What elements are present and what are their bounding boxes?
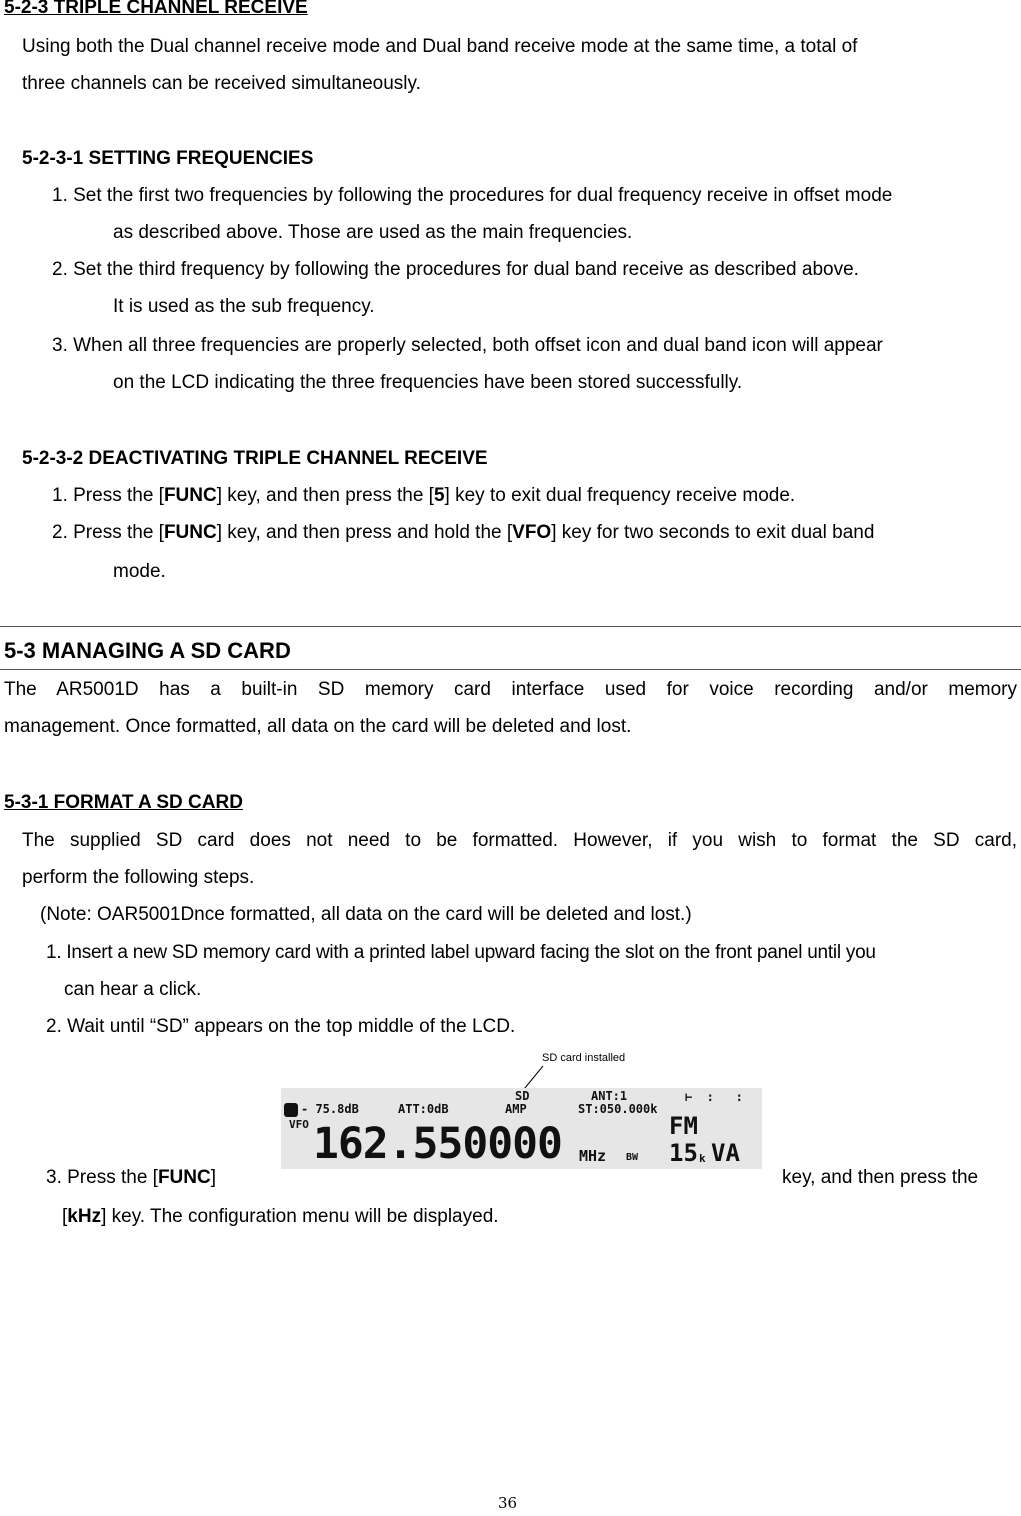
list-item: 2. Press the [FUNC] key, and then press and hold the [VFO] key for two seconds to exit dual band [52, 522, 875, 543]
list-item-continuation: can hear a click. [64, 979, 202, 1000]
lcd-bw-unit: k [699, 1152, 706, 1165]
lcd-amp: AMP [505, 1102, 527, 1116]
paragraph-line: perform the following steps. [22, 867, 255, 888]
list-item: 2. Wait until “SD” appears on the top middle of the LCD. [46, 1016, 516, 1037]
list-item: 3. Press the [FUNC] [46, 1167, 217, 1188]
list-item-fragment: key, and then press the [782, 1167, 979, 1188]
key-func: FUNC [163, 485, 217, 506]
lcd-segment-marks-icon: ⊢ : : [685, 1090, 743, 1104]
list-item: 1. Set the first two frequencies by following the procedures for dual frequency receive in offset mode [52, 185, 893, 206]
lcd-mode: FM [669, 1112, 698, 1140]
paragraph-line: The supplied SD card does not need to be formatted. However, if you wish to format the SD card, [22, 830, 1017, 851]
section-heading-5-3: 5-3 MANAGING A SD CARD [4, 638, 291, 663]
lcd-vfo: VFO [289, 1118, 309, 1131]
list-item: 2. Set the third frequency by following the procedures for dual band receive as described above. [52, 259, 859, 280]
paragraph-line: management. Once formatted, all data on the card will be deleted and lost. [4, 716, 632, 737]
list-item-continuation: It is used as the sub frequency. [113, 296, 375, 317]
key-khz: kHz [67, 1206, 102, 1227]
signal-meter-icon [284, 1103, 298, 1117]
section-heading-5-2-3-1: 5-2-3-1 SETTING FREQUENCIES [22, 148, 314, 169]
paragraph-line: The AR5001D has a built-in SD memory card interface used for voice recording and/or memory [4, 679, 1017, 700]
section-heading-5-2-3: 5-2-3 TRIPLE CHANNEL RECEIVE [4, 0, 308, 18]
list-item-continuation: [kHz] key. The configuration menu will be displayed. [62, 1206, 499, 1227]
list-item: 3. When all three frequencies are properly selected, both offset icon and dual band icon will appear [52, 335, 883, 356]
paragraph-line: three channels can be received simultaneously. [22, 73, 421, 94]
key-5: 5 [433, 485, 445, 506]
list-item-continuation: mode. [113, 561, 166, 582]
section-heading-5-2-3-2: 5-2-3-2 DEACTIVATING TRIPLE CHANNEL RECEIVE [22, 448, 488, 469]
lcd-step: ST:050.000k [578, 1102, 658, 1116]
key-func: FUNC [163, 522, 217, 543]
lcd-att: ATT:0dB [398, 1102, 449, 1116]
lcd-frequency: 162.550000 [313, 1119, 562, 1169]
lcd-display-image [281, 1088, 762, 1169]
lcd-callout-label: SD card installed [542, 1052, 626, 1064]
list-item: 1. Press the [FUNC] key, and then press the [5] key to exit dual frequency receive mode. [52, 485, 796, 506]
note-text: (Note: OAR5001Dnce formatted, all data on the card will be deleted and lost.) [40, 904, 692, 925]
section-heading-5-3-1: 5-3-1 FORMAT A SD CARD [4, 792, 243, 813]
lcd-squelch: VA [711, 1139, 740, 1167]
list-item-continuation: on the LCD indicating the three frequencies have been stored successfully. [113, 372, 743, 393]
key-func: FUNC [157, 1167, 211, 1188]
key-vfo: VFO [512, 522, 552, 543]
lcd-ant: ANT:1 [591, 1089, 628, 1103]
paragraph-line: Using both the Dual channel receive mode and Dual band receive mode at the same time, a total of [22, 36, 858, 57]
list-item-continuation: as described above. Those are used as the main frequencies. [113, 222, 633, 243]
page-number: 36 [498, 1494, 518, 1512]
lcd-signal: - 75.8dB [301, 1102, 359, 1116]
lcd-bandwidth: 15 [669, 1139, 698, 1167]
list-item: 1. Insert a new SD memory card with a printed label upward facing the slot on the front panel until you [46, 942, 876, 963]
lcd-bw-label: BW [626, 1152, 639, 1163]
lcd-sd-icon: SD [515, 1089, 530, 1103]
lcd-unit: MHz [579, 1147, 607, 1165]
